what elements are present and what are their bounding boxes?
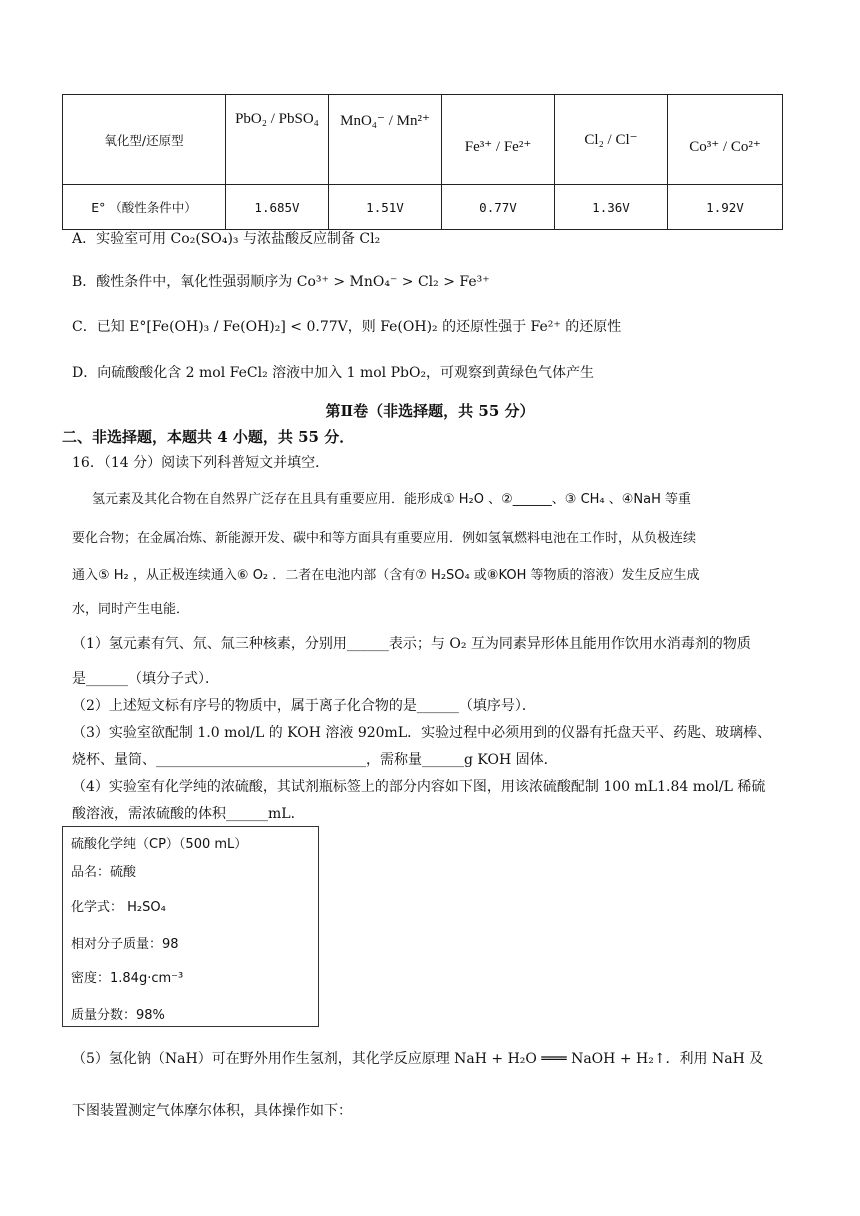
value-pbo2: 1.685V <box>226 185 329 230</box>
value-mno4: 1.51V <box>329 185 442 230</box>
value-co: 1.92V <box>668 185 783 230</box>
section-title: 第Ⅱ卷（非选择题，共 55 分） <box>325 402 535 420</box>
q16-part4-line2: 酸溶液，需浓硫酸的体积______mL． <box>72 806 305 822</box>
section-heading: 二、非选择题，本题共 4 小题，共 55 分． <box>62 428 355 446</box>
value-cl: 1.36V <box>555 185 668 230</box>
table-header-label: 氧化型/还原型 <box>63 95 226 185</box>
potential-table <box>62 94 783 230</box>
label-formula: 化学式： H₂SO₄ <box>71 900 166 915</box>
passage-line-2: 要化合物；在金属冶炼、新能源开发、碳中和等方面具有重要应用．例如氢氧燃料电池在工作时，从负极连续 <box>72 531 697 546</box>
q16-intro: 16．（14 分）阅读下列科普短文并填空． <box>72 455 330 471</box>
q16-part3-line2: 烧杯、量筒、______________________________，需称量______g KOH 固体． <box>72 752 558 768</box>
passage-line-3: 通入⑤ H₂ ，从正极连续通入⑥ O₂ ．二者在电池内部（含有⑦ H₂SO₄ 或⑧KOH 等物质的溶液）发生反应生成 <box>72 568 700 583</box>
table-row-label: E° （酸性条件中） <box>63 185 226 230</box>
reagent-label-box <box>62 826 319 1027</box>
couple-pbo2: PbO₂ / PbSO₄ <box>226 95 329 185</box>
couple-co: Co³⁺ / Co²⁺ <box>668 95 783 185</box>
label-name: 品名：硫酸 <box>71 865 137 880</box>
option-d: D．向硫酸酸化含 2 mol FeCl₂ 溶液中加入 1 mol PbO₂，可观察到黄绿色气体产生 <box>72 365 595 381</box>
q16-part2: （2）上述短文标有序号的物质中，属于离子化合物的是______（填序号）． <box>72 698 536 714</box>
couple-mno4: MnO₄⁻ / Mn²⁺ <box>329 95 442 185</box>
label-mass-fraction: 质量分数：98% <box>71 1008 165 1023</box>
q16-part1-line1: （1）氢元素有氕、氘、氚三种核素，分别用______表示；与 O₂ 互为同素异形体且能用作饮用水消毒剂的物质 <box>72 636 751 652</box>
value-fe: 0.77V <box>442 185 555 230</box>
option-b: B．酸性条件中，氧化性强弱顺序为 Co³⁺ > MnO₄⁻ > Cl₂ > Fe³⁺ <box>72 274 490 290</box>
label-title: 硫酸化学纯（CP）（500 mL） <box>71 837 248 852</box>
couple-cl: Cl₂ / Cl⁻ <box>555 95 668 185</box>
q16-part5-line1: （5）氢化钠（NaH）可在野外用作生氢剂，其化学反应原理 NaH + H₂O ═══ NaOH + H₂↑．利用 NaH 及 <box>72 1051 764 1067</box>
q16-part5-line2: 下图装置测定气体摩尔体积，具体操作如下： <box>72 1103 352 1119</box>
label-molar-mass: 相对分子质量：98 <box>71 937 179 952</box>
q16-part1-line2: 是______（填分子式）． <box>72 671 219 687</box>
option-c: C．已知 E°[Fe(OH)₃ / Fe(OH)₂] < 0.77V，则 Fe(OH)₂ 的还原性强于 Fe²⁺ 的还原性 <box>72 319 622 335</box>
passage-line-1: 氢元素及其化合物在自然界广泛存在且具有重要应用．能形成① H₂O 、②______、③ CH₄ 、④NaH 等重 <box>92 492 692 507</box>
q16-part4-line1: （4）实验室有化学纯的浓硫酸，其试剂瓶标签上的部分内容如下图，用该浓硫酸配制 100 mL1.84 mol/L 稀硫 <box>72 779 766 795</box>
passage-line-4: 水，同时产生电能． <box>72 602 190 617</box>
couple-fe: Fe³⁺ / Fe²⁺ <box>442 95 555 185</box>
option-a: A．实验室可用 Co₂(SO₄)₃ 与浓盐酸反应制备 Cl₂ <box>72 231 381 247</box>
label-density: 密度：1.84g·cm⁻³ <box>71 971 184 986</box>
q16-part3-line1: （3）实验室欲配制 1.0 mol/L 的 KOH 溶液 920mL．实验过程中必须用到的仪器有托盘天平、药匙、玻璃棒、 <box>72 725 772 741</box>
